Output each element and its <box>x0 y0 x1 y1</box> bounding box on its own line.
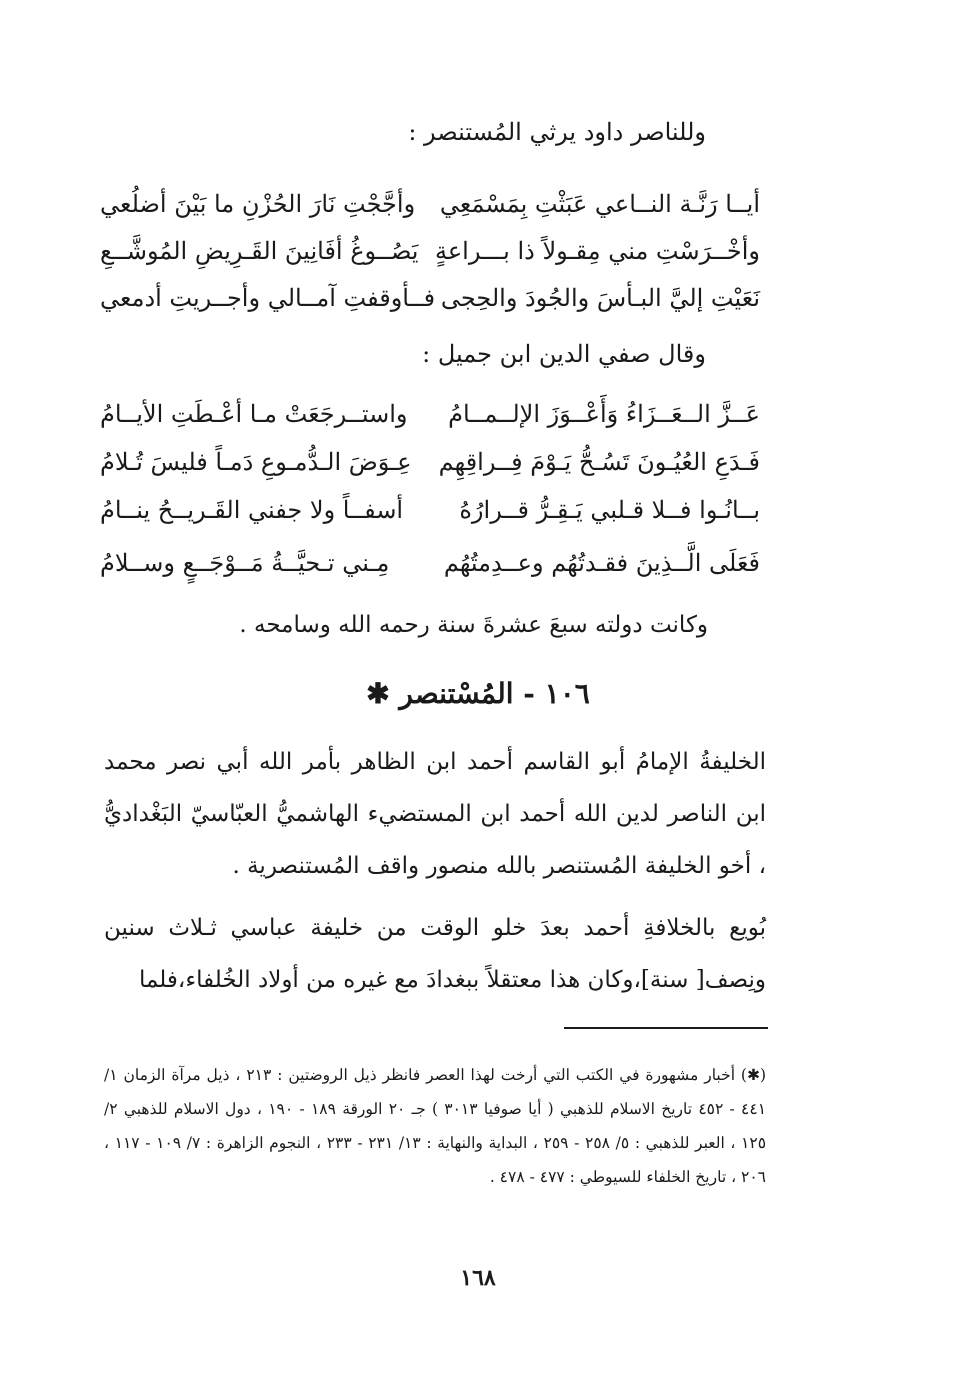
intro-line-1: وللناصر داود يرثي المُستنصر : <box>408 118 706 146</box>
verse-second-hemistich: فــأوقفتِ آمــالي وأجــريتِ أدمعي <box>100 284 436 312</box>
verse-second-hemistich: واستــرجَعَتْ مـا أعْـطَتِ الأيــامُ <box>100 400 408 428</box>
verse-second-hemistich: وأجَّجْتِ نَارَ الحُزْنِ ما بَيْنَ أضلُعي <box>100 190 416 218</box>
biography-paragraph-1: الخليفةُ الإمامُ أبو القاسم أحمد ابن الظاهر بأمر الله أبي نصر محمد ابن الناصر لدين الله أحمد ابن المستضيء الهاشميُّ العبّاسيّ البَغْداديُّ ، أخو الخليفة المُستنصر بالله منصور واقف المُستنصرية . <box>104 749 766 879</box>
verse-first-hemistich: بــانُـوا فــلا قـلبي يَـقِـرُّ قــرارُهُ <box>459 496 760 524</box>
page-number: ١٦٨ <box>460 1265 496 1291</box>
biography-paragraph-2: بُويع بالخلافةِ أحمد بعدَ خلو الوقت من خليفة عباسي ثـلاث سنين ونِصف[ سنة]،وكان هذا معتقلاً ببغدادَ مع غيره من أولاد الخُلفاء،فلما <box>104 915 766 993</box>
verse-first-hemistich: نَعَيْتِ إليَّ البـأسَ والجُودَ والحِجى <box>440 284 760 312</box>
verse-first-hemistich: فَـدَعِ العُيُـونَ تَسُـحُّ يَـوْمَ فِــراقِهِم <box>438 448 760 476</box>
footnote-divider <box>564 1027 768 1029</box>
verse-second-hemistich: عِـوَضَ الـدُّمـوعِ دَمـاً فليسَ تُـلامُ <box>100 448 412 476</box>
verse-first-hemistich: عَــزَّ الــعَــزَاءُ وَأَعْــوَزَ الإلــمــامُ <box>448 400 760 428</box>
verse-first-hemistich: أيــا رَنَّـة النــاعي عَبَثْتِ بِمَسْمَعِي <box>439 190 760 218</box>
verse-first-hemistich: وأخْــرَسْتِ مني مِقـولاً ذا بـــراعةٍ <box>434 237 760 265</box>
verse <box>100 237 760 283</box>
intro-line-2: وقال صفي الدين ابن جميل : <box>422 340 706 368</box>
verse <box>100 549 760 595</box>
verse <box>100 448 760 494</box>
verse-first-hemistich: فَعَلَى الَّــذِينَ فقـدتُهُم وعــدِمتُهُم <box>443 549 760 577</box>
footnote: (✱) أخبار مشهورة في الكتب التي أرخت لهذا العصر فانظر ذيل الروضتين : ٢١٣ ، ذيل مرآة الزمان ١/ ٤٤١ - ٤٥٢ تاريخ الاسلام للذهبي ( أيا صوفيا ٣٠١٣ ) جـ ٢٠ الورقة ١٨٩ - ١٩٠ ، دول الاسلام للذهبي ٢/ ١٢٥ ، العبر للذهبي : ٥/ ٢٥٨ - ٢٥٩ ، البداية والنهاية : ١٣/ ٢٣١ - ٢٣٣ ، النجوم الزاهرة : ٧/ ١٠٩ - ١١٧ ، ٢٠٦ ، تاريخ الخلفاء للسيوطي : ٤٧٧ - ٤٧٨ . <box>104 1066 767 1186</box>
verse <box>100 496 760 542</box>
verse-second-hemistich: أسفــاً ولا جفني القَـريــحُ ينــامُ <box>100 496 404 524</box>
verse <box>100 284 760 330</box>
closing-line: وكانت دولته سبعَ عشرةَ سنة رحمه الله وسامحه . <box>239 612 708 638</box>
section-heading: ١٠٦ - المُسْتنصر ✱ <box>366 677 590 710</box>
verse <box>100 400 760 446</box>
verse-second-hemistich: مِـني تـحيَّــةُ مَــوْجَــعٍ وســلامُ <box>100 549 390 577</box>
verse-second-hemistich: يَصُــوغُ أفَانِينَ القَـرِيضِ المُوشَّــعِ <box>100 237 419 265</box>
verse <box>100 190 760 236</box>
